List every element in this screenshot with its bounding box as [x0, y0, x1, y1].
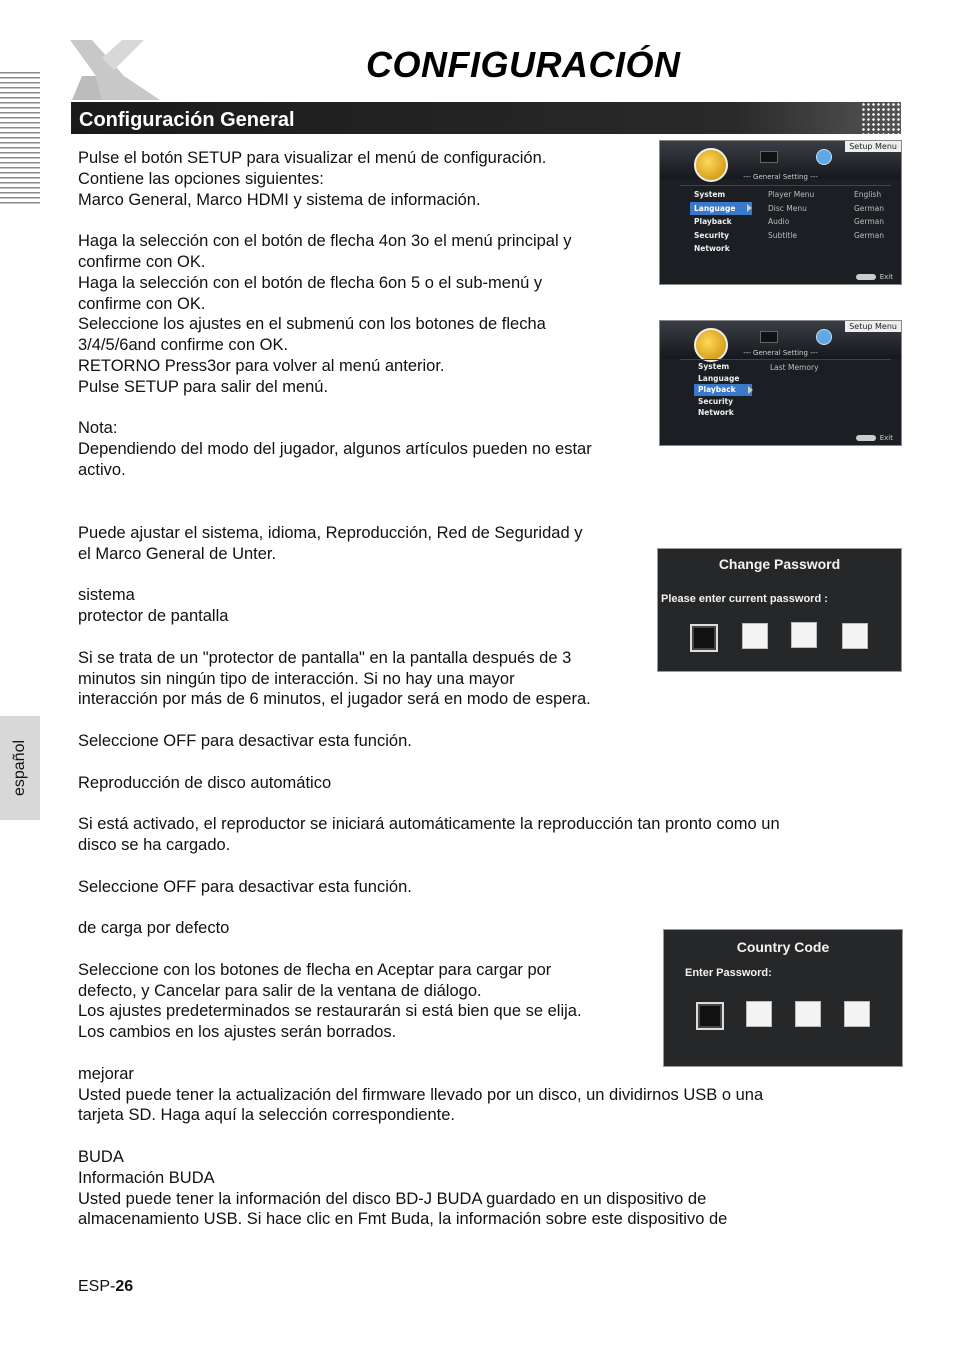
password-digit-4[interactable] [842, 623, 868, 649]
dialog-title: Country Code [736, 939, 830, 955]
menu-item-network: Network [694, 244, 730, 253]
arrow-right-icon [748, 386, 753, 394]
password-digit-4[interactable] [844, 1001, 870, 1027]
password-digit-3[interactable] [795, 1001, 821, 1027]
playback-options-column: Last Memory [770, 363, 819, 372]
intro-text: Pulse el botón SETUP para visualizar el menú de configuración. Contiene las opciones siguientes: Marco General, Marco HDMI y sistema de información. Haga la selección con el botón de flecha 4on 3o el menú principal y confirme con OK. Haga la selección con el botón de flecha 6on 5 o el sub-menú y confirme con OK. Seleccione los ajustes en el submenú con los botones de flecha 3/4/5/6and confirme con OK. RETORNO Press3or para volver al menú anterior. Pulse SETUP para salir del menú. Nota: Dependiendo del modo del jugador, algunos artículos pueden no estar activo. [78, 149, 592, 479]
menu-item-network: Network [698, 408, 734, 417]
dialog-title: Change Password [718, 556, 841, 572]
section-dot-pattern [861, 102, 901, 134]
menu-item-system: System [698, 362, 730, 371]
dialog-prompt: Please enter current password : [661, 593, 828, 605]
section-header [71, 102, 901, 134]
arrow-right-icon [747, 204, 752, 212]
monitor-icon [760, 151, 778, 163]
general-setting-subtitle: --- General Setting --- [743, 173, 818, 181]
menu-item-language: Language [698, 373, 740, 383]
setup-menu-screenshot-language [659, 140, 902, 285]
monitor-icon [760, 331, 778, 343]
setup-menu-header: Setup Menu [845, 321, 901, 332]
menu-item-playback: Playback [694, 384, 752, 396]
brand-x-logo [62, 36, 172, 108]
menu-item-system: System [694, 190, 726, 199]
general-setting-subtitle: --- General Setting --- [743, 349, 818, 357]
password-digit-2[interactable] [742, 623, 768, 649]
password-digit-2[interactable] [746, 1001, 772, 1027]
menu-item-security: Security [694, 230, 730, 240]
setup-menu-header: Setup Menu [845, 141, 901, 152]
info-icon [816, 329, 832, 345]
change-password-dialog [657, 548, 902, 672]
language-side-tab [0, 716, 40, 820]
menu-item-playback: Playback [694, 217, 732, 226]
language-values-column: English German German German [854, 190, 885, 240]
exit-hint: Exit [856, 434, 893, 442]
settings-text: Puede ajustar el sistema, idioma, Reproducción, Red de Seguridad y el Marco General de Unter. sistema protector de pantalla Si se trata de un "protector de pantalla" en la pantalla después de 3 minutos sin ningún tipo de interacción. Si no hay una mayor interacción por más de 6 minutos, el jugador será en modo de espera. Seleccione OFF para desactivar esta función. Reproducción de disco automático Si está activado, el reproductor se iniciará automáticamente la reproducción tan pronto como un disco se ha cargado. Seleccione OFF para desactivar esta función. de carga por defecto Seleccione con los botones de flecha en Aceptar para cargar por defecto, y Cancelar para salir de la ventana de diálogo. Los ajustes predeterminados se restaurarán si está bien que se elija. Los cambios en los ajustes serán borrados. mejorar Usted puede tener la actualización del firmware llevado por un disco, un dividirnos USB o una tarjeta SD. Haga aquí la selección correspondiente. BUDA Información BUDA Usted puede tener la información del disco BD-J BUDA guardado en un dispositivo de almacenamiento USB. Si hace clic en Fmt Buda, la información sobre este dispositivo de [78, 524, 780, 1229]
setup-menu-list [694, 361, 752, 419]
info-icon [816, 149, 832, 165]
menu-item-language: Language [690, 202, 752, 216]
password-digit-1[interactable] [696, 1002, 724, 1030]
country-code-dialog [663, 929, 903, 1067]
header-stripes [0, 72, 40, 204]
dialog-prompt: Enter Password: [685, 967, 772, 979]
language-options-column: Player Menu Disc Menu Audio Subtitle [768, 190, 815, 240]
setup-menu-list [690, 188, 752, 256]
menu-item-security: Security [698, 396, 734, 406]
page-number: ESP-26 [78, 1278, 134, 1295]
setup-menu-screenshot-playback [659, 320, 902, 446]
section-title: Configuración General [79, 109, 295, 131]
password-digit-3[interactable] [791, 622, 817, 648]
page-title: CONFIGURACIÓN [366, 44, 681, 85]
side-tab-label: español [11, 739, 28, 797]
password-digit-1[interactable] [690, 624, 718, 652]
exit-hint: Exit [856, 273, 893, 281]
